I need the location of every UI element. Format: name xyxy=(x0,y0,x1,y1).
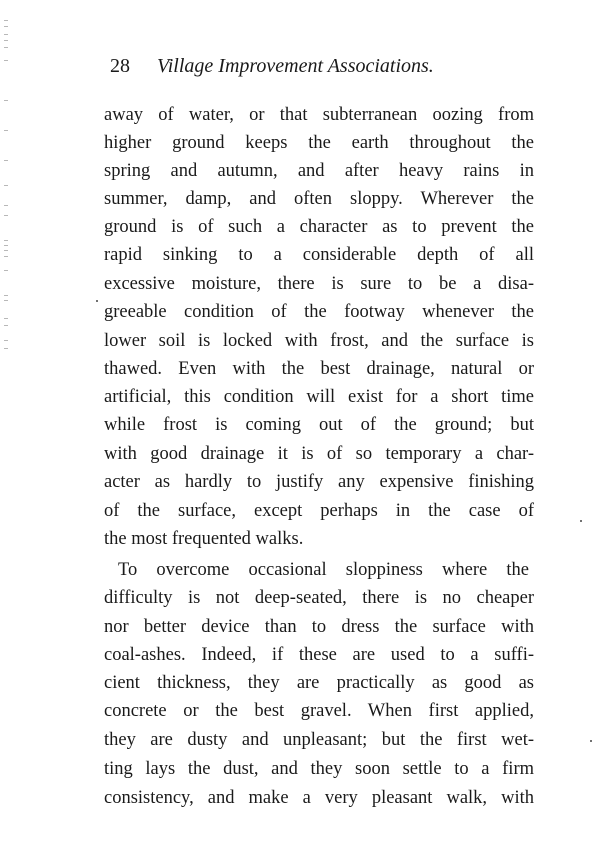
text-line: greeable condition of the footway whenever the xyxy=(104,302,534,322)
text-line: ting lays the dust, and they soon settle to a firm xyxy=(104,759,534,779)
text-line: consistency, and make a very pleasant walk, with xyxy=(104,788,534,808)
text-line: concrete or the best gravel. When first applied, xyxy=(104,701,534,721)
scan-speck xyxy=(96,300,98,302)
text-line: the most frequented walks. xyxy=(104,529,304,549)
text-line: while frost is coming out of the ground; but xyxy=(104,415,534,435)
text-line: acter as hardly to justify any expensive finishing xyxy=(104,472,534,492)
text-line: difficulty is not deep-seated, there is no cheaper xyxy=(104,588,534,608)
text-line: To overcome occasional sloppiness where the xyxy=(118,560,529,580)
page-header xyxy=(110,52,490,80)
text-line: cient thickness, they are practically as good as xyxy=(104,673,534,693)
text-line: summer, damp, and often sloppy. Wherever the xyxy=(104,189,534,209)
text-line: artificial, this condition will exist for a short time xyxy=(104,387,534,407)
scan-speck xyxy=(590,740,592,742)
text-line: higher ground keeps the earth throughout the xyxy=(104,133,534,153)
text-line: rapid sinking to a considerable depth of all xyxy=(104,245,534,265)
text-line: nor better device than to dress the surface with xyxy=(104,617,534,637)
scan-margin-marks xyxy=(0,0,40,843)
text-line: they are dusty and unpleasant; but the first wet- xyxy=(104,730,534,750)
text-line: coal-ashes. Indeed, if these are used to a suffi- xyxy=(104,645,534,665)
text-line: with good drainage it is of so temporary a char- xyxy=(104,444,534,464)
page-number: 28 xyxy=(110,55,130,77)
text-line: spring and autumn, and after heavy rains in xyxy=(104,161,534,181)
text-line: excessive moisture, there is sure to be a disa- xyxy=(104,274,534,294)
text-line: away of water, or that subterranean oozing from xyxy=(104,105,534,125)
text-line: ground is of such a character as to prevent the xyxy=(104,217,534,237)
text-line: of the surface, except perhaps in the case of xyxy=(104,501,534,521)
text-line: lower soil is locked with frost, and the surface is xyxy=(104,331,534,351)
text-line: thawed. Even with the best drainage, natural or xyxy=(104,359,534,379)
running-title: Village Improvement Associations. xyxy=(157,55,434,77)
scan-speck xyxy=(580,520,582,522)
